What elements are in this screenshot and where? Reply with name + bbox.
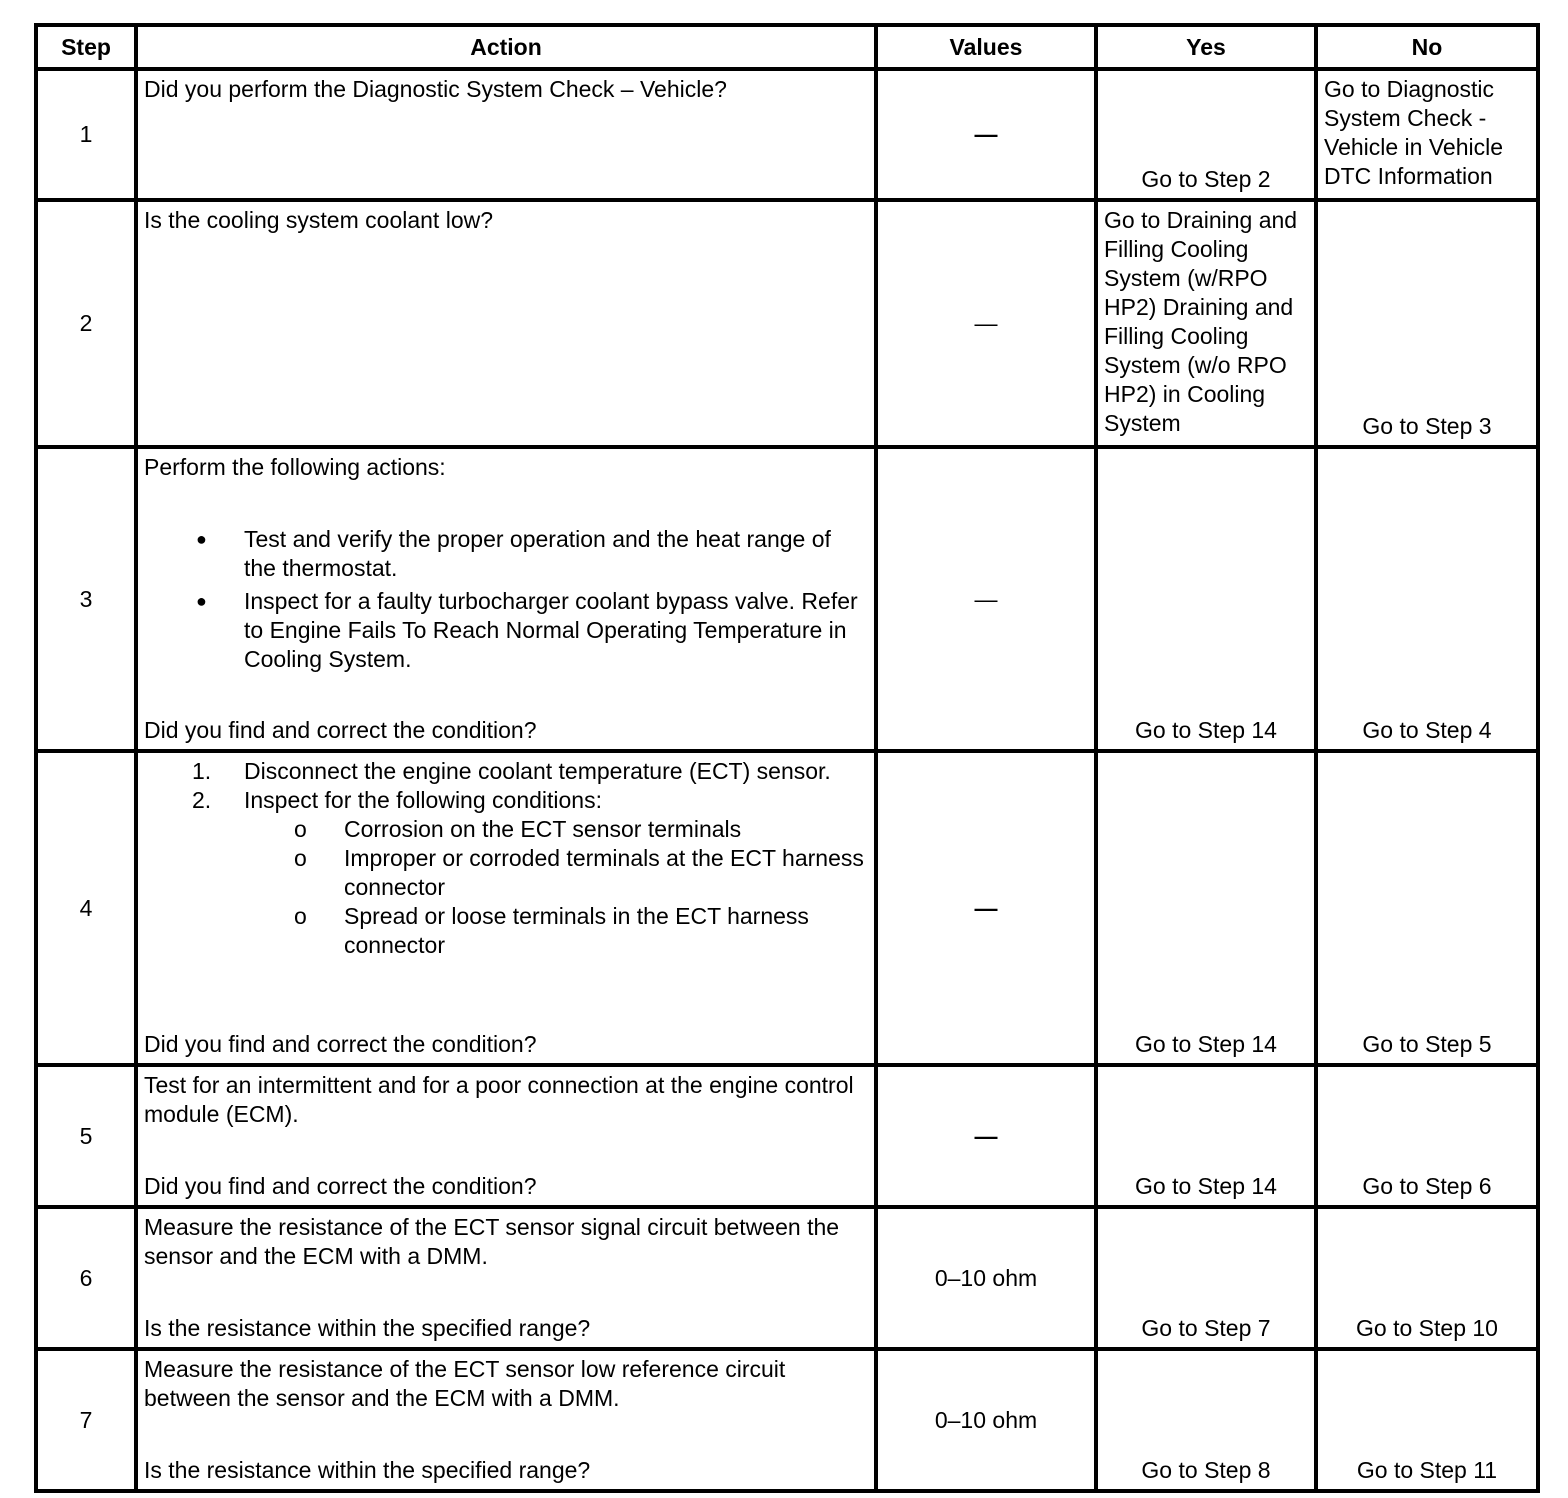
yes-link[interactable]: Go to Step 14: [1135, 1031, 1277, 1057]
yes-cell: [1096, 1207, 1316, 1349]
action-question: Is the resistance within the specified range?: [144, 1457, 591, 1483]
table-row: [36, 751, 1538, 1065]
step-number: 1: [36, 69, 136, 200]
values-cell: 0–10 ohm: [876, 1207, 1096, 1349]
list-item-text: Disconnect the engine coolant temperature (ECT) sensor.: [244, 758, 831, 784]
values-cell: —: [876, 69, 1096, 200]
no-link[interactable]: Go to Step 10: [1356, 1315, 1498, 1341]
action-cell: [136, 1065, 876, 1207]
numbered-list: [144, 757, 868, 815]
values-cell: —: [876, 751, 1096, 1065]
table-row: [36, 1065, 1538, 1207]
bullet-icon: ●: [196, 591, 207, 611]
action-cell: [136, 447, 876, 751]
circle-bullet-icon: o: [294, 903, 307, 929]
list-marker: 1.: [192, 758, 212, 784]
list-item: [144, 525, 868, 583]
action-cell: [136, 1349, 876, 1491]
step-number: 3: [36, 447, 136, 751]
no-link[interactable]: Go to Step 5: [1362, 1031, 1492, 1057]
action-text: Measure the resistance of the ECT sensor signal circuit between the sensor and the ECM with a DMM.: [144, 1214, 840, 1269]
list-item-text: Improper or corroded terminals at the ECT harness connector: [344, 845, 864, 900]
values-cell: —: [876, 1065, 1096, 1207]
list-marker: 2.: [192, 787, 212, 813]
action-question: Did you find and correct the condition?: [144, 717, 537, 743]
no-cell: [1316, 1349, 1538, 1491]
step-number: 2: [36, 200, 136, 447]
circle-bullet-icon: o: [294, 816, 307, 842]
list-item: [144, 587, 868, 674]
no-link[interactable]: Go to Step 3: [1362, 413, 1492, 439]
no-cell: [1316, 1207, 1538, 1349]
table-row: [36, 69, 1538, 200]
no-link[interactable]: Go to Step 11: [1356, 1457, 1498, 1483]
values-cell: —: [876, 447, 1096, 751]
action-intro: Perform the following actions:: [144, 454, 446, 480]
action-cell: [136, 751, 876, 1065]
yes-link[interactable]: Go to Step 8: [1141, 1457, 1271, 1483]
table-row: [36, 1207, 1538, 1349]
sub-list: [144, 815, 868, 960]
action-text: Is the cooling system coolant low?: [144, 207, 494, 233]
step-number: 5: [36, 1065, 136, 1207]
no-link[interactable]: Go to Step 6: [1362, 1173, 1492, 1199]
yes-cell: [1096, 200, 1316, 447]
action-text: Test for an intermittent and for a poor connection at the engine control module (ECM).: [144, 1072, 854, 1127]
list-item-text: Inspect for a faulty turbocharger coolant bypass valve. Refer to Engine Fails To Reach Normal Operating Temperature in Cooling System.: [244, 588, 858, 672]
yes-link[interactable]: Go to Draining and Filling Cooling System (w/RPO HP2) Draining and Filling Cooling System (w/o RPO HP2) in Cooling System: [1104, 207, 1298, 436]
yes-link[interactable]: Go to Step 14: [1135, 1173, 1277, 1199]
step-number: 6: [36, 1207, 136, 1349]
table-row: [36, 1349, 1538, 1491]
yes-link[interactable]: Go to Step 14: [1135, 717, 1277, 743]
circle-bullet-icon: o: [294, 845, 307, 871]
action-text: Did you perform the Diagnostic System Check – Vehicle?: [144, 76, 727, 102]
step-number: 7: [36, 1349, 136, 1491]
yes-link[interactable]: Go to Step 2: [1141, 166, 1271, 192]
no-cell: [1316, 751, 1538, 1065]
header-yes: Yes: [1096, 25, 1316, 69]
header-no: No: [1316, 25, 1538, 69]
yes-link[interactable]: Go to Step 7: [1141, 1315, 1271, 1341]
action-text: Measure the resistance of the ECT sensor low reference circuit between the sensor and the ECM with a DMM.: [144, 1356, 786, 1411]
list-item: [144, 815, 868, 844]
list-item-text: Spread or loose terminals in the ECT harness connector: [344, 903, 809, 958]
no-cell: [1316, 1065, 1538, 1207]
step-number: 4: [36, 751, 136, 1065]
yes-cell: [1096, 751, 1316, 1065]
action-question: Did you find and correct the condition?: [144, 1031, 537, 1057]
no-cell: [1316, 69, 1538, 200]
bullet-icon: ●: [196, 529, 207, 549]
diagnostic-table: [34, 23, 1540, 1493]
bullet-list: [144, 525, 868, 674]
list-item: [144, 786, 868, 815]
yes-cell: [1096, 1065, 1316, 1207]
no-link[interactable]: Go to Step 4: [1362, 717, 1492, 743]
list-item-text: Inspect for the following conditions:: [244, 787, 602, 813]
table-row: [36, 200, 1538, 447]
header-values: Values: [876, 25, 1096, 69]
action-cell: [136, 69, 876, 200]
values-cell: 0–10 ohm: [876, 1349, 1096, 1491]
list-item: [144, 844, 868, 902]
yes-cell: [1096, 447, 1316, 751]
list-item: [144, 902, 868, 960]
list-item: [144, 757, 868, 786]
header-step: Step: [36, 25, 136, 69]
action-cell: [136, 1207, 876, 1349]
values-cell: —: [876, 200, 1096, 447]
yes-cell: [1096, 69, 1316, 200]
no-link[interactable]: Go to Diagnostic System Check - Vehicle in Vehicle DTC Information: [1324, 76, 1504, 189]
no-cell: [1316, 447, 1538, 751]
no-cell: [1316, 200, 1538, 447]
action-question: Did you find and correct the condition?: [144, 1173, 537, 1199]
list-item-text: Test and verify the proper operation and the heat range of the thermostat.: [244, 526, 831, 581]
table-row: [36, 447, 1538, 751]
action-cell: [136, 200, 876, 447]
header-row: [36, 25, 1538, 69]
yes-cell: [1096, 1349, 1316, 1491]
list-item-text: Corrosion on the ECT sensor terminals: [344, 816, 742, 842]
action-question: Is the resistance within the specified range?: [144, 1315, 591, 1341]
header-action: Action: [136, 25, 876, 69]
